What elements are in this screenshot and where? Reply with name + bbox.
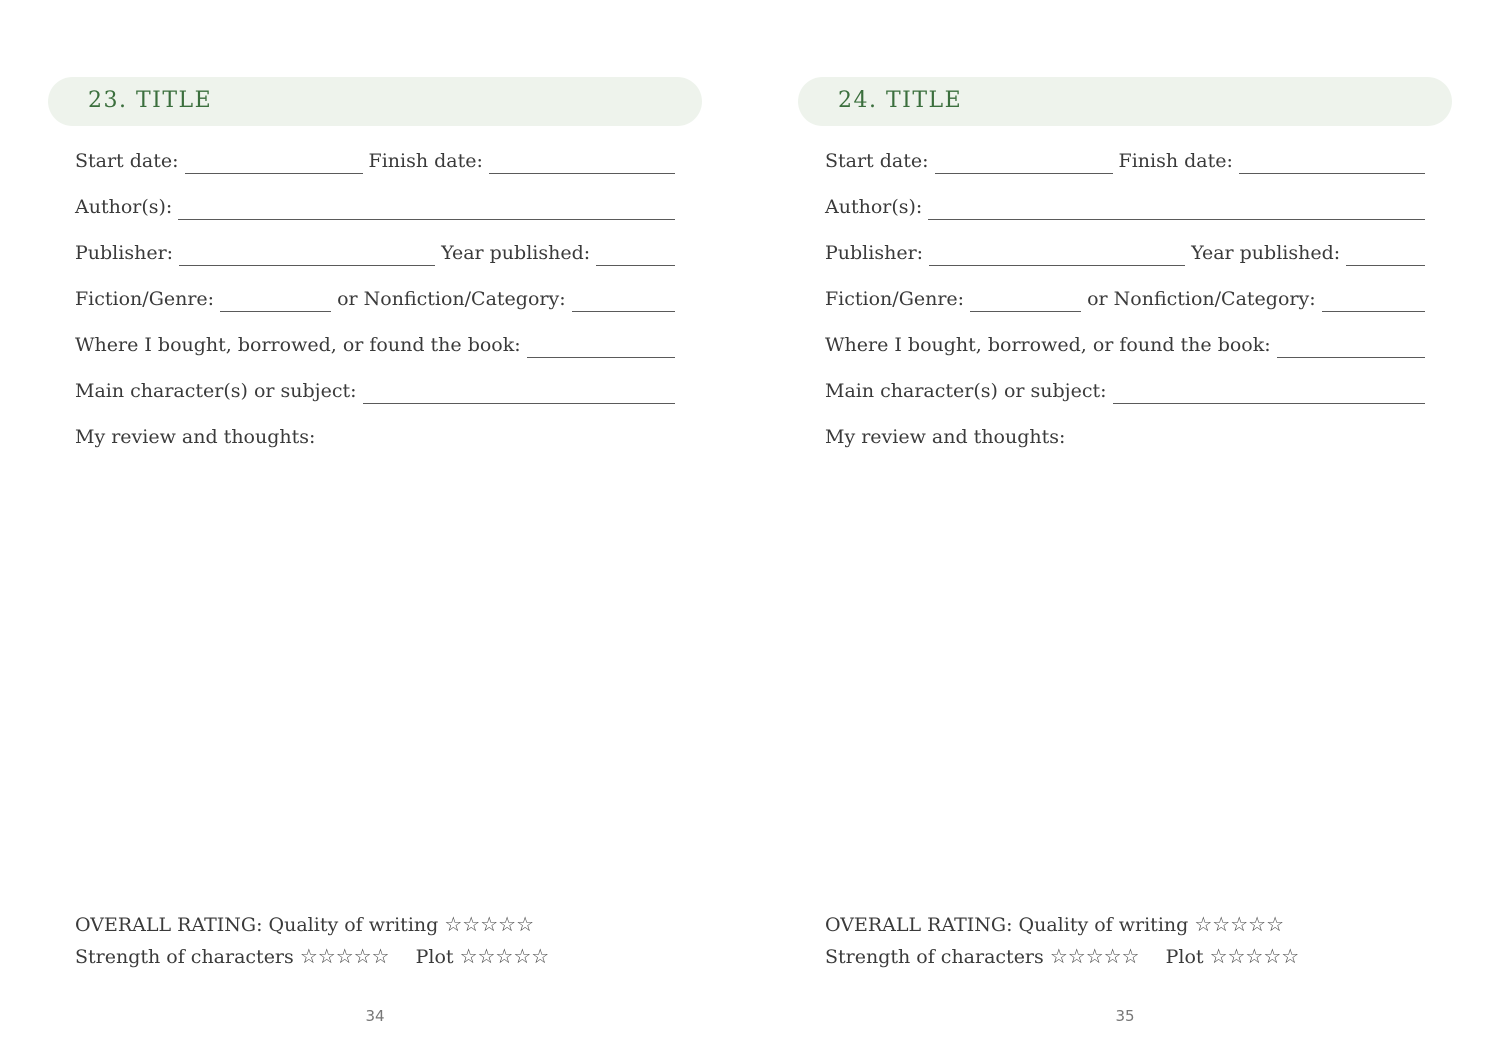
overall-rating-row [75, 912, 534, 936]
plot-label: Plot [1165, 946, 1204, 968]
review-label: My review and thoughts: [75, 426, 316, 448]
main-character-field[interactable] [363, 381, 676, 404]
publisher-label: Publisher: [825, 242, 924, 264]
entry-title: 23. TITLE [88, 88, 213, 113]
fiction-genre-label: Fiction/Genre: [825, 288, 965, 310]
strength-characters-stars[interactable]: ☆☆☆☆☆ [1049, 944, 1140, 968]
finish-date-label: Finish date: [1118, 150, 1233, 172]
start-date-label: Start date: [825, 150, 929, 172]
main-character-label: Main character(s) or subject: [825, 380, 1107, 402]
publisher-row [825, 238, 1425, 266]
review-label: My review and thoughts: [825, 426, 1066, 448]
page-number: 35 [1115, 1007, 1135, 1025]
start-date-field[interactable] [185, 151, 363, 174]
nonfiction-category-label: or Nonfiction/Category: [1087, 288, 1316, 310]
plot-stars[interactable]: ☆☆☆☆☆ [459, 944, 550, 968]
where-acquired-field[interactable] [1277, 335, 1425, 358]
where-row [75, 330, 675, 358]
year-published-field[interactable] [596, 243, 675, 266]
author-label: Author(s): [825, 196, 923, 218]
where-acquired-label: Where I bought, borrowed, or found the book: [75, 334, 521, 356]
fiction-genre-label: Fiction/Genre: [75, 288, 215, 310]
year-published-field[interactable] [1346, 243, 1425, 266]
character-row [75, 376, 675, 404]
where-acquired-field[interactable] [527, 335, 675, 358]
fiction-genre-field[interactable] [970, 289, 1081, 312]
plot-label: Plot [415, 946, 454, 968]
finish-date-field[interactable] [489, 151, 675, 174]
main-character-label: Main character(s) or subject: [75, 380, 357, 402]
year-published-label: Year published: [441, 242, 591, 264]
character-row [825, 376, 1425, 404]
main-character-field[interactable] [1113, 381, 1426, 404]
where-row [825, 330, 1425, 358]
title-bar [48, 77, 702, 126]
title-bar [798, 77, 1452, 126]
right-page [750, 0, 1500, 1050]
secondary-rating-row [75, 944, 549, 968]
page-number: 34 [365, 1007, 385, 1025]
publisher-field[interactable] [929, 243, 1185, 266]
genre-row [75, 284, 675, 312]
author-row [75, 192, 675, 220]
strength-characters-label: Strength of characters [825, 946, 1044, 968]
where-acquired-label: Where I bought, borrowed, or found the book: [825, 334, 1271, 356]
author-label: Author(s): [75, 196, 173, 218]
review-row [75, 422, 675, 450]
start-date-field[interactable] [935, 151, 1113, 174]
finish-date-label: Finish date: [368, 150, 483, 172]
secondary-rating-row [825, 944, 1299, 968]
publisher-row [75, 238, 675, 266]
dates-row [75, 146, 675, 174]
start-date-label: Start date: [75, 150, 179, 172]
author-field[interactable] [928, 197, 1425, 220]
quality-writing-label: OVERALL RATING: Quality of writing [75, 914, 439, 936]
nonfiction-category-field[interactable] [572, 289, 675, 312]
fiction-genre-field[interactable] [220, 289, 331, 312]
author-field[interactable] [178, 197, 675, 220]
entry-title: 24. TITLE [838, 88, 963, 113]
quality-writing-stars[interactable]: ☆☆☆☆☆ [1194, 912, 1284, 936]
strength-characters-stars[interactable]: ☆☆☆☆☆ [299, 944, 390, 968]
nonfiction-category-label: or Nonfiction/Category: [337, 288, 566, 310]
publisher-field[interactable] [179, 243, 435, 266]
nonfiction-category-field[interactable] [1322, 289, 1425, 312]
review-row [825, 422, 1425, 450]
publisher-label: Publisher: [75, 242, 174, 264]
quality-writing-stars[interactable]: ☆☆☆☆☆ [444, 912, 534, 936]
overall-rating-row [825, 912, 1284, 936]
genre-row [825, 284, 1425, 312]
plot-stars[interactable]: ☆☆☆☆☆ [1209, 944, 1300, 968]
author-row [825, 192, 1425, 220]
finish-date-field[interactable] [1239, 151, 1425, 174]
year-published-label: Year published: [1191, 242, 1341, 264]
quality-writing-label: OVERALL RATING: Quality of writing [825, 914, 1189, 936]
dates-row [825, 146, 1425, 174]
strength-characters-label: Strength of characters [75, 946, 294, 968]
